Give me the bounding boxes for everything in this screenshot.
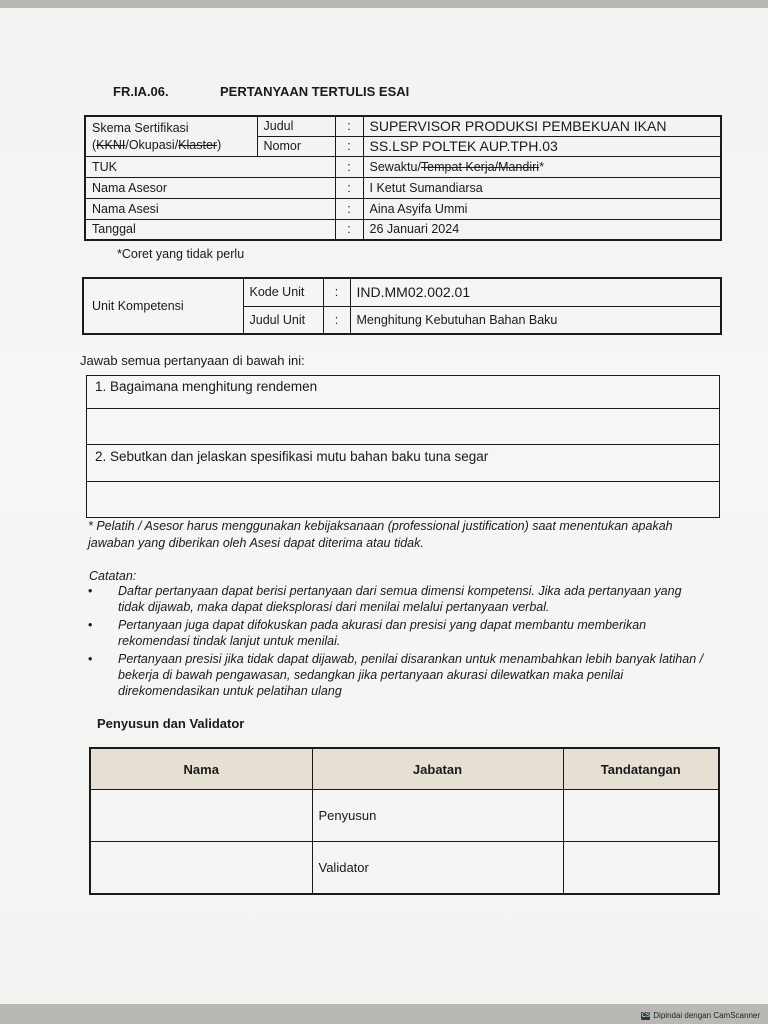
okupasi-text: /Okupasi/ (125, 138, 179, 153)
colon: : (335, 219, 363, 240)
catatan-list (80, 583, 710, 701)
tanggal-label: Tanggal (85, 219, 335, 240)
judul-unit-value: Menghitung Kebutuhan Bahan Baku (350, 306, 721, 334)
tuk-tempat-kerja-struck: Tempat Kerja (420, 159, 495, 174)
answer-1[interactable] (87, 409, 720, 445)
colon: : (335, 156, 363, 177)
pelatih-note: * Pelatih / Asesor harus menggunakan kebijaksanaan (professional justification) saat menentukan apakah jawaban yang diberikan oleh Asesi dapat diterima atau tidak. (88, 519, 673, 550)
asesor-label: Nama Asesor (85, 177, 335, 198)
jabatan-validator: Validator (312, 842, 563, 894)
signature-cell[interactable] (563, 842, 719, 894)
answer-2[interactable] (87, 482, 720, 518)
instruction: Jawab semua pertanyaan di bawah ini: (80, 353, 305, 368)
catatan-item: • Daftar pertanyaan dapat berisi pertanyaan dari semua dimensi kompetensi. Jika ada pertanyaan yang tidak dijawab, maka dapat dieksplorasi dari menilai melalui pertanyaan verbal. (80, 583, 710, 615)
scanner-text: Dipindai dengan CamScanner (653, 1011, 760, 1020)
camscanner-icon: CS (641, 1012, 650, 1019)
tanggal-value: 26 Januari 2024 (363, 219, 721, 240)
tuk-mandiri-struck: Mandiri (498, 159, 540, 174)
asesi-label: Nama Asesi (85, 198, 335, 219)
form-code: FR.IA.06. (113, 84, 169, 99)
info-table (84, 115, 722, 241)
asesi-value: Aina Asyifa Ummi (363, 198, 721, 219)
nomor-value: SS.LSP POLTEK AUP.TPH.03 (363, 136, 721, 156)
colon: : (323, 278, 350, 306)
colon: : (335, 198, 363, 219)
nama-cell[interactable] (90, 842, 312, 894)
nama-cell[interactable] (90, 790, 312, 842)
signature-table (89, 747, 720, 895)
tuk-sewaktu: Sewaktu/ (369, 159, 421, 174)
judul-value: SUPERVISOR PRODUKSI PEMBEKUAN IKAN (363, 116, 721, 136)
validator-title: Penyusun dan Validator (97, 716, 245, 731)
tuk-sep-struck: / (494, 159, 499, 174)
kode-unit-value: IND.MM02.002.01 (350, 278, 721, 306)
colon: : (335, 136, 363, 156)
judul-unit-label: Judul Unit (243, 306, 323, 334)
header-tandatangan: Tandatangan (563, 748, 719, 790)
questions-table (86, 375, 720, 518)
klaster-struck: Klaster (178, 138, 218, 153)
tuk-value (363, 156, 721, 177)
colon: : (335, 116, 363, 136)
skema-label-text: Skema Sertifikasi (92, 121, 189, 136)
form-title: PERTANYAAN TERTULIS ESAI (220, 84, 410, 99)
question-2: 2. Sebutkan dan jelaskan spesifikasi mutu bahan baku tuna segar (87, 445, 720, 482)
catatan-item: • Pertanyaan presisi jika tidak dapat dijawab, penilai disarankan untuk menambahkan lebih banyak latihan / bekerja di bawah pengawasan, sedangkan jika pertanyaan akurasi dilewatkan maka penilai direkomendasikan untuk pelatihan ulang (80, 651, 710, 699)
scanner-watermark (641, 1011, 760, 1020)
question-1: 1. Bagaimana menghitung rendemen (87, 376, 720, 409)
unit-table (82, 277, 722, 335)
asesor-value: I Ketut Sumandiarsa (363, 177, 721, 198)
colon: : (335, 177, 363, 198)
colon: : (323, 306, 350, 334)
header-jabatan: Jabatan (312, 748, 563, 790)
unit-label: Unit Kompetensi (83, 278, 243, 334)
signature-cell[interactable] (563, 790, 719, 842)
judul-label: Judul (257, 116, 335, 136)
document-page (0, 8, 768, 1004)
tuk-label: TUK (85, 156, 335, 177)
catatan-item: • Pertanyaan juga dapat difokuskan pada akurasi dan presisi yang dapat membantu memberikan rekomendasi tindak lanjut untuk menilai. (80, 617, 710, 649)
coret-note: *Coret yang tidak perlu (117, 247, 245, 261)
jabatan-penyusun: Penyusun (312, 790, 563, 842)
tuk-star: * (539, 159, 544, 174)
kkni-struck: KKNI (96, 138, 126, 153)
nomor-label: Nomor (257, 136, 335, 156)
catatan-title: Catatan: (89, 569, 137, 583)
kode-unit-label: Kode Unit (243, 278, 323, 306)
skema-label: Skema Sertifikasi (KKNI/Okupasi/Klaster) (85, 116, 257, 156)
header-nama: Nama (90, 748, 312, 790)
